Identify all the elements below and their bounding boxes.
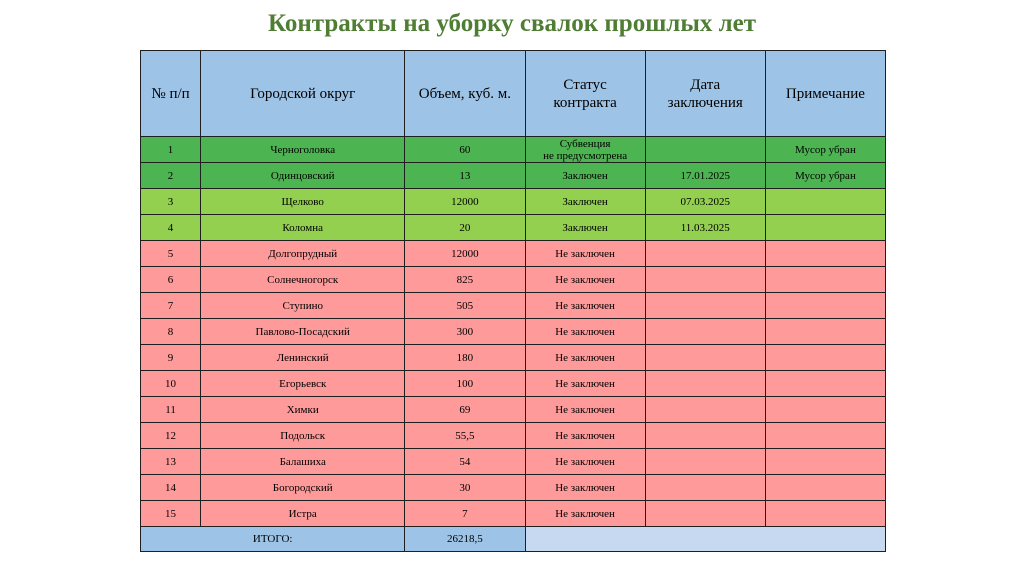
- cell-date: [645, 397, 765, 423]
- cell-date: 17.01.2025: [645, 163, 765, 189]
- cell-district: Ленинский: [201, 345, 405, 371]
- cell-number: 4: [141, 215, 201, 241]
- cell-district: Истра: [201, 501, 405, 527]
- column-header-note: Примечание: [765, 51, 885, 137]
- cell-number: 10: [141, 371, 201, 397]
- cell-status: Не заключен: [525, 319, 645, 345]
- cell-status: Не заключен: [525, 267, 645, 293]
- table-row: [141, 397, 886, 423]
- table-row: [141, 345, 886, 371]
- cell-date: [645, 293, 765, 319]
- table-row: [141, 501, 886, 527]
- contracts-table: [140, 50, 886, 552]
- cell-note: [765, 449, 885, 475]
- cell-volume: 30: [405, 475, 525, 501]
- column-header-status: Статус контракта: [525, 51, 645, 137]
- cell-date: [645, 449, 765, 475]
- cell-date: 07.03.2025: [645, 189, 765, 215]
- cell-date: [645, 501, 765, 527]
- cell-volume: 12000: [405, 241, 525, 267]
- cell-status: Не заключен: [525, 345, 645, 371]
- cell-volume: 13: [405, 163, 525, 189]
- cell-status: Не заключен: [525, 501, 645, 527]
- column-header-volume: Объем, куб. м.: [405, 51, 525, 137]
- cell-note: Мусор убран: [765, 163, 885, 189]
- cell-district: Черноголовка: [201, 137, 405, 163]
- table-row: [141, 189, 886, 215]
- cell-note: [765, 501, 885, 527]
- cell-district: Павлово-Посадский: [201, 319, 405, 345]
- cell-date: [645, 267, 765, 293]
- cell-note: [765, 215, 885, 241]
- cell-volume: 825: [405, 267, 525, 293]
- table-row: [141, 293, 886, 319]
- cell-volume: 60: [405, 137, 525, 163]
- cell-date: [645, 137, 765, 163]
- table-row: [141, 423, 886, 449]
- column-header-number: № п/п: [141, 51, 201, 137]
- cell-status: Заключен: [525, 189, 645, 215]
- cell-date: 11.03.2025: [645, 215, 765, 241]
- cell-note: [765, 189, 885, 215]
- table-row: [141, 449, 886, 475]
- total-volume: 26218,5: [405, 527, 525, 552]
- cell-number: 6: [141, 267, 201, 293]
- cell-note: [765, 397, 885, 423]
- cell-district: Одинцовский: [201, 163, 405, 189]
- cell-number: 13: [141, 449, 201, 475]
- cell-note: Мусор убран: [765, 137, 885, 163]
- cell-number: 5: [141, 241, 201, 267]
- cell-district: Ступино: [201, 293, 405, 319]
- total-label: ИТОГО:: [141, 527, 405, 552]
- table-body: [141, 137, 886, 527]
- cell-number: 3: [141, 189, 201, 215]
- table-row: [141, 163, 886, 189]
- cell-volume: 12000: [405, 189, 525, 215]
- cell-status: Не заключен: [525, 371, 645, 397]
- table-header-row: [141, 51, 886, 137]
- cell-volume: 54: [405, 449, 525, 475]
- cell-volume: 300: [405, 319, 525, 345]
- cell-note: [765, 241, 885, 267]
- cell-district: Егорьевск: [201, 371, 405, 397]
- cell-note: [765, 267, 885, 293]
- cell-status: Не заключен: [525, 423, 645, 449]
- cell-date: [645, 475, 765, 501]
- column-header-district: Городской округ: [201, 51, 405, 137]
- table-row: [141, 371, 886, 397]
- cell-volume: 505: [405, 293, 525, 319]
- cell-district: Щелково: [201, 189, 405, 215]
- table-row: [141, 137, 886, 163]
- cell-number: 8: [141, 319, 201, 345]
- cell-number: 12: [141, 423, 201, 449]
- cell-number: 11: [141, 397, 201, 423]
- cell-status: Заключен: [525, 215, 645, 241]
- cell-status: Не заключен: [525, 397, 645, 423]
- cell-number: 9: [141, 345, 201, 371]
- cell-volume: 69: [405, 397, 525, 423]
- cell-status: Не заключен: [525, 241, 645, 267]
- cell-note: [765, 293, 885, 319]
- cell-note: [765, 475, 885, 501]
- cell-volume: 100: [405, 371, 525, 397]
- table-row: [141, 241, 886, 267]
- cell-district: Богородский: [201, 475, 405, 501]
- cell-volume: 20: [405, 215, 525, 241]
- cell-number: 14: [141, 475, 201, 501]
- cell-district: Химки: [201, 397, 405, 423]
- total-empty-cell: [525, 527, 886, 552]
- cell-status: Не заключен: [525, 475, 645, 501]
- cell-note: [765, 319, 885, 345]
- cell-date: [645, 319, 765, 345]
- cell-date: [645, 241, 765, 267]
- cell-district: Долгопрудный: [201, 241, 405, 267]
- cell-note: [765, 371, 885, 397]
- table-row: [141, 475, 886, 501]
- cell-district: Балашиха: [201, 449, 405, 475]
- cell-status: Субвенция не предусмотрена: [525, 137, 645, 163]
- total-row: [141, 527, 886, 552]
- cell-number: 2: [141, 163, 201, 189]
- cell-district: Подольск: [201, 423, 405, 449]
- cell-volume: 180: [405, 345, 525, 371]
- page-title: Контракты на уборку свалок прошлых лет: [267, 10, 757, 37]
- table-row: [141, 215, 886, 241]
- cell-date: [645, 423, 765, 449]
- table-row: [141, 267, 886, 293]
- cell-note: [765, 423, 885, 449]
- cell-number: 1: [141, 137, 201, 163]
- cell-date: [645, 345, 765, 371]
- cell-status: Не заключен: [525, 449, 645, 475]
- cell-district: Коломна: [201, 215, 405, 241]
- cell-date: [645, 371, 765, 397]
- cell-status: Не заключен: [525, 293, 645, 319]
- cell-volume: 7: [405, 501, 525, 527]
- cell-district: Солнечногорск: [201, 267, 405, 293]
- cell-number: 15: [141, 501, 201, 527]
- cell-note: [765, 345, 885, 371]
- column-header-date: Дата заключения: [645, 51, 765, 137]
- table-row: [141, 319, 886, 345]
- cell-status: Заключен: [525, 163, 645, 189]
- cell-volume: 55,5: [405, 423, 525, 449]
- cell-number: 7: [141, 293, 201, 319]
